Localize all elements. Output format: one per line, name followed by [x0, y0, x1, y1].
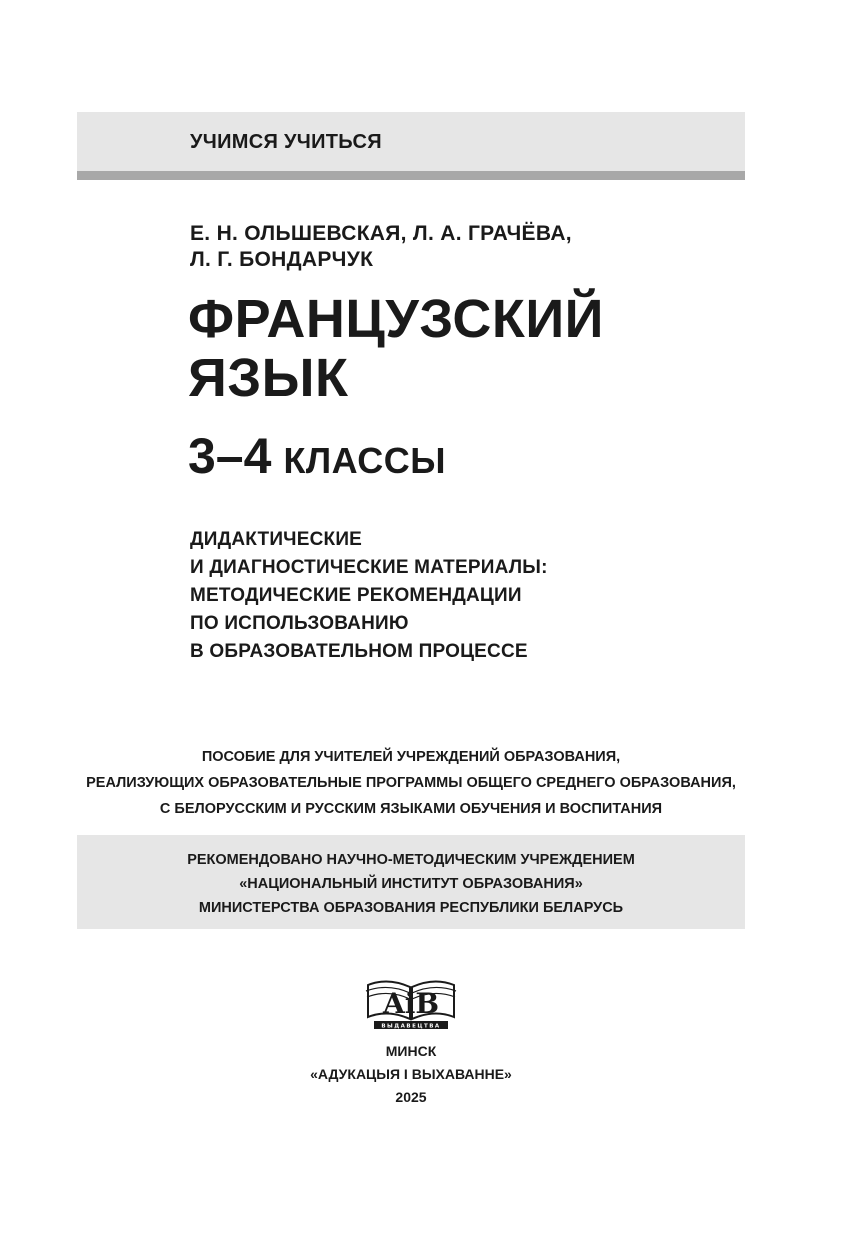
grade-word: КЛАССЫ [283, 440, 447, 481]
audience-line: РЕАЛИЗУЮЩИХ ОБРАЗОВАТЕЛЬНЫЕ ПРОГРАММЫ ОБЩЕГО СРЕДНЕГО ОБРАЗОВАНИЯ, [86, 775, 736, 791]
title-line: ЯЗЫК [188, 348, 349, 408]
series-band [77, 112, 745, 174]
subtitle [190, 526, 548, 666]
subtitle-line: МЕТОДИЧЕСКИЕ РЕКОМЕНДАЦИИ [190, 585, 522, 606]
author-line: Е. Н. ОЛЬШЕВСКАЯ, Л. А. ГРАЧЁВА, [190, 222, 572, 245]
open-book-logo-icon [364, 975, 458, 1033]
author-line: Л. Г. БОНДАРЧУК [190, 248, 374, 271]
logo-caption: ВЫДАВЕЦТВА [381, 1023, 441, 1030]
imprint-year: 2025 [395, 1089, 427, 1105]
audience-note [77, 744, 745, 822]
recommendation-line: РЕКОМЕНДОВАНО НАУЧНО-МЕТОДИЧЕСКИМ УЧРЕЖДЕНИЕМ [187, 852, 635, 868]
series-label: УЧИМСЯ УЧИТЬСЯ [190, 131, 382, 153]
imprint-publisher: «АДУКАЦЫЯ І ВЫХАВАННЕ» [310, 1066, 512, 1082]
audience-line: ПОСОБИЕ ДЛЯ УЧИТЕЛЕЙ УЧРЕЖДЕНИЙ ОБРАЗОВАНИЯ, [201, 749, 621, 765]
recommendation-note [77, 848, 745, 920]
authors [190, 221, 572, 273]
recommendation-line: «НАЦИОНАЛЬНЫЙ ИНСТИТУТ ОБРАЗОВАНИЯ» [239, 876, 583, 892]
subtitle-line: И ДИАГНОСТИЧЕСКИЕ МАТЕРИАЛЫ: [190, 557, 548, 578]
publisher-logo [364, 975, 458, 1033]
subtitle-line: ДИДАКТИЧЕСКИЕ [190, 529, 363, 550]
logo-letters: AiB [382, 987, 440, 1020]
recommendation-line: МИНИСТЕРСТВА ОБРАЗОВАНИЯ РЕСПУБЛИКИ БЕЛАРУСЬ [198, 900, 624, 916]
audience-line: С БЕЛОРУССКИМ И РУССКИМ ЯЗЫКАМИ ОБУЧЕНИЯ И ВОСПИТАНИЯ [159, 801, 663, 817]
series-rule [77, 171, 745, 180]
grade-range [188, 428, 446, 489]
subtitle-line: В ОБРАЗОВАТЕЛЬНОМ ПРОЦЕССЕ [190, 641, 528, 662]
imprint [77, 1040, 745, 1109]
title-line: ФРАНЦУЗСКИЙ [188, 289, 604, 349]
grade-number: 3–4 [188, 428, 272, 484]
imprint-city: МИНСК [385, 1043, 437, 1059]
subtitle-line: ПО ИСПОЛЬЗОВАНИЮ [190, 613, 409, 634]
book-title [188, 290, 604, 408]
